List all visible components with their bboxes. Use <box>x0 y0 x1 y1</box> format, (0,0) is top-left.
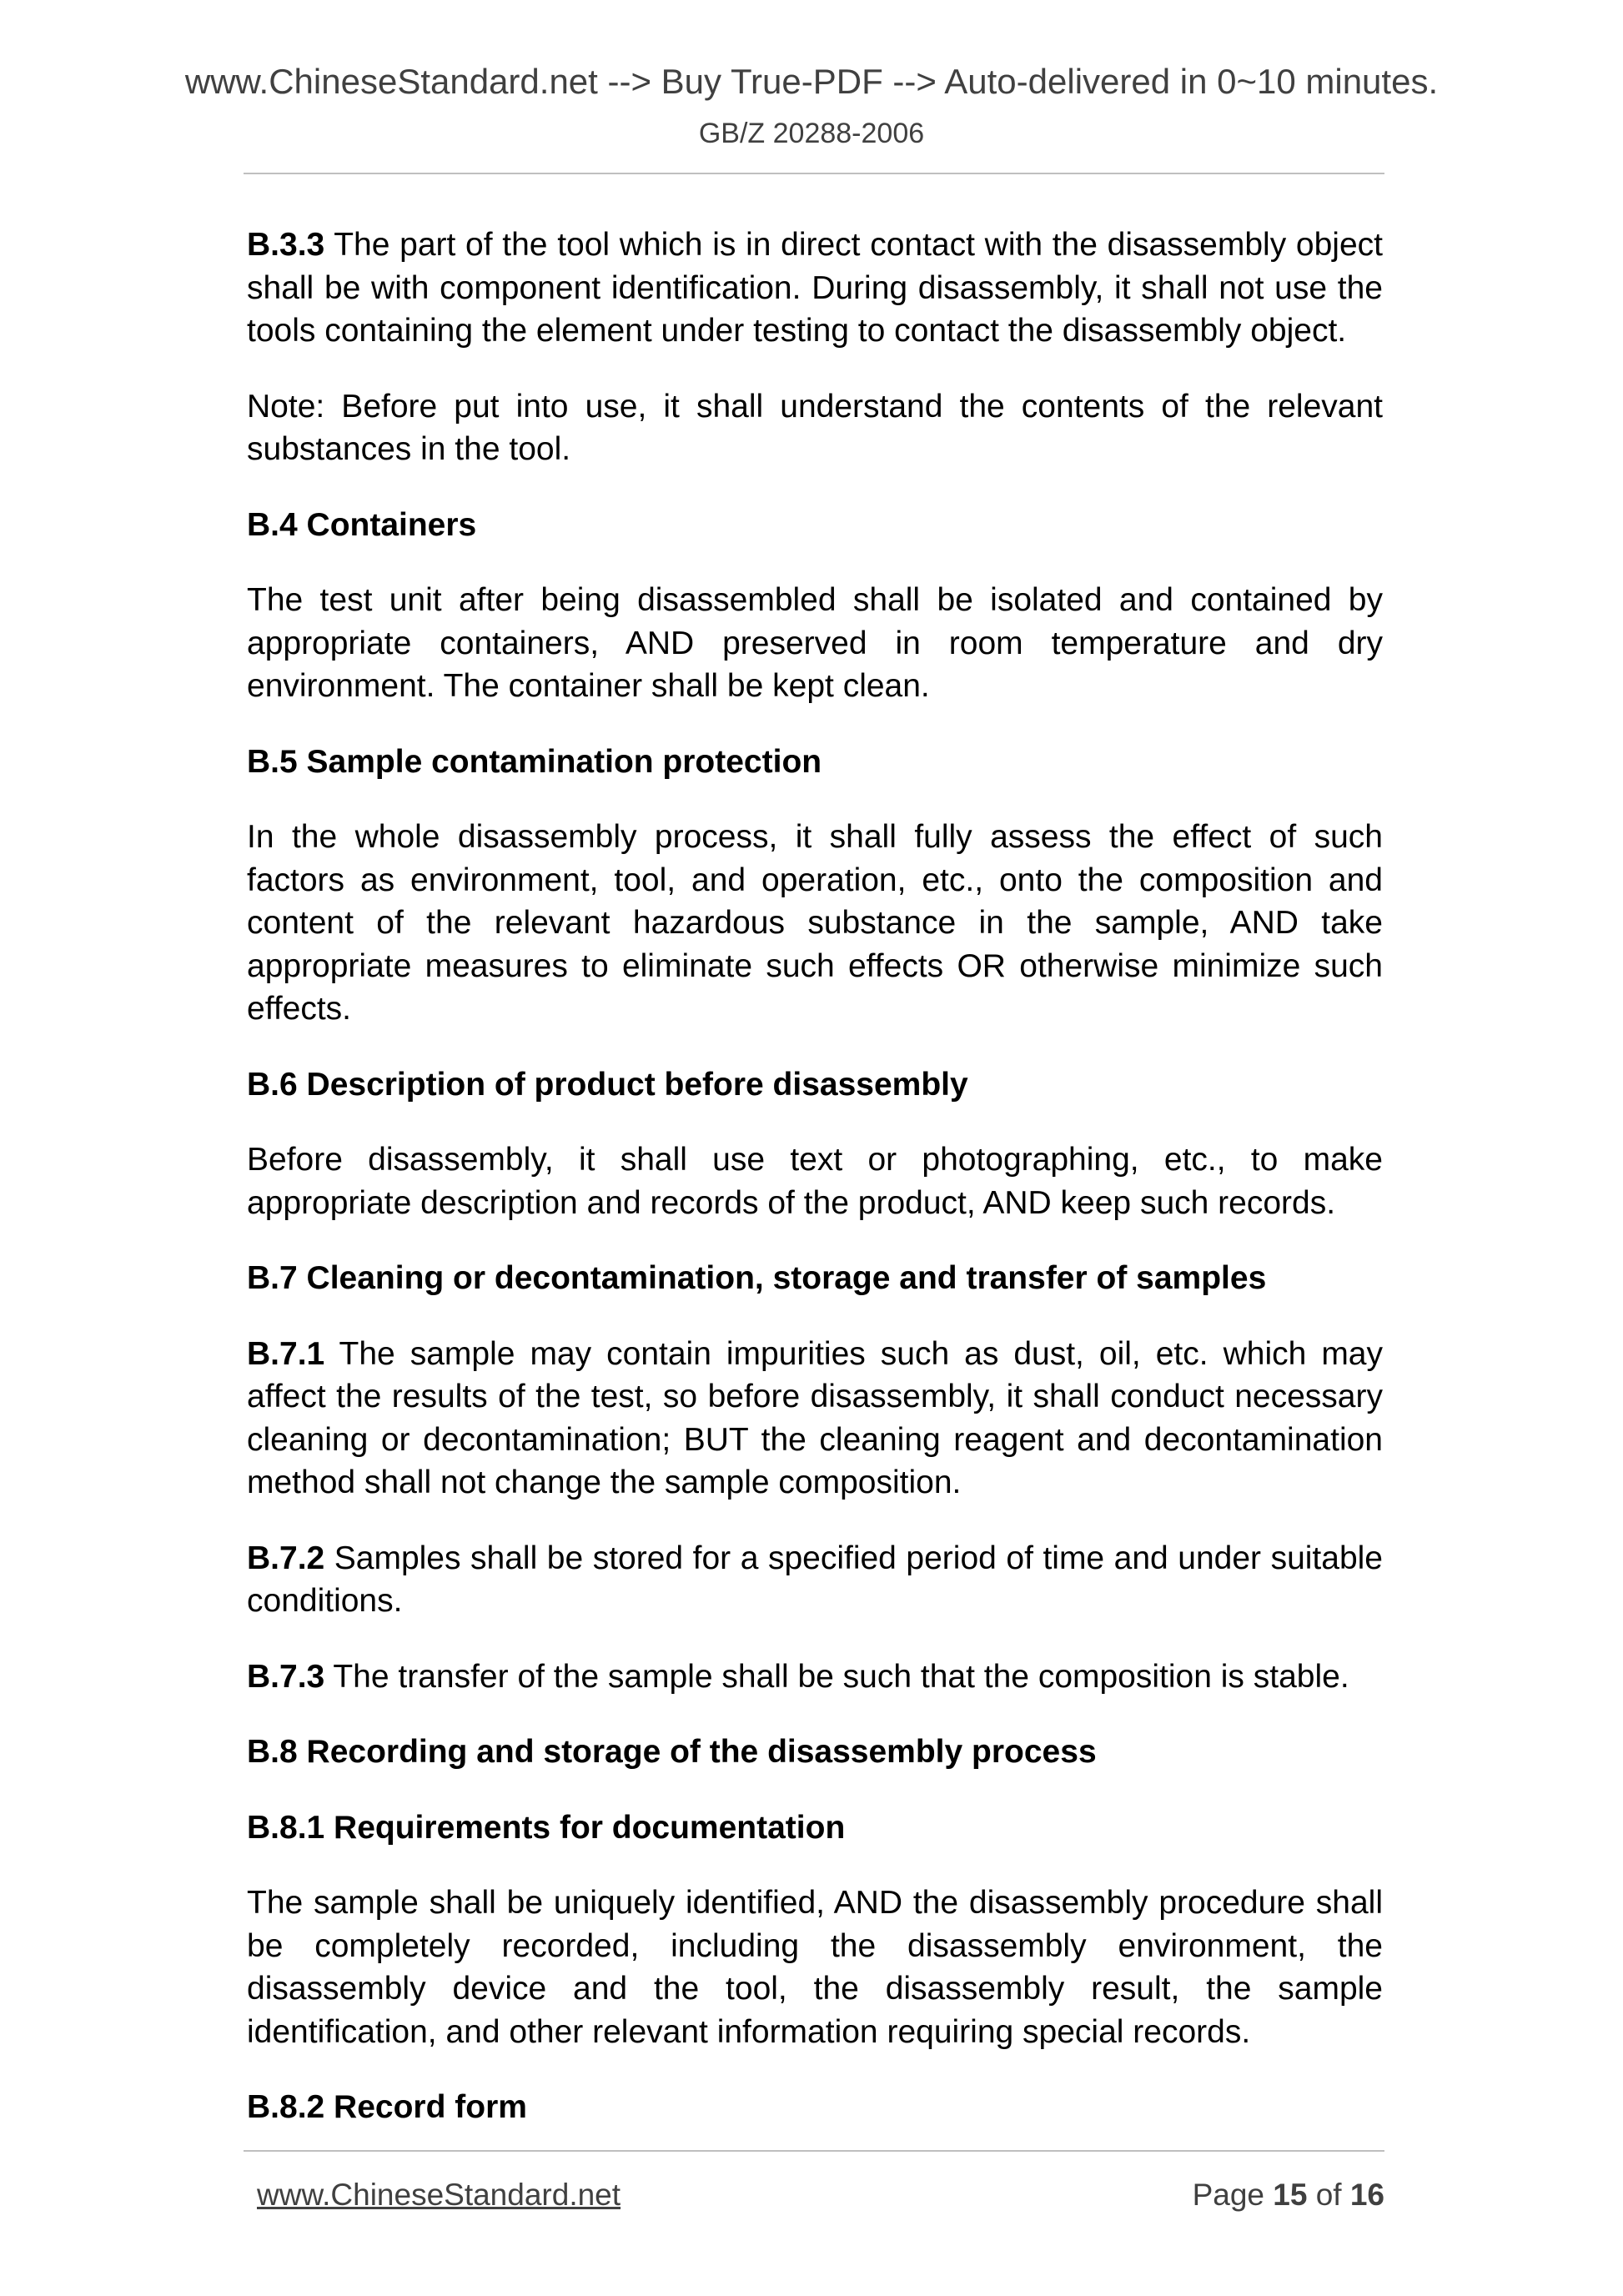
clause-text: Samples shall be stored for a specified period of time and under suitable conditions. <box>247 1540 1383 1619</box>
clause-number: B.7.3 <box>247 1658 325 1695</box>
clause-number: B.3.3 <box>247 227 325 263</box>
section-text-b6: Before disassembly, it shall use text or photographing, etc., to make appropriate description and records of the product, AND keep such records. <box>247 1142 1383 1221</box>
clause-text: The transfer of the sample shall be such that the composition is stable. <box>324 1658 1349 1695</box>
section-heading-b5: B.5 Sample contamination protection <box>247 743 822 780</box>
page-prefix: Page <box>1192 2178 1274 2212</box>
header-divider <box>244 173 1384 174</box>
clause-number: B.7.2 <box>247 1540 325 1576</box>
standard-code: GB/Z 20288-2006 <box>698 118 925 149</box>
header-banner: www.ChineseStandard.net --> Buy True-PDF --> Auto-delivered in 0~10 minutes. <box>184 62 1439 101</box>
page-total: 16 <box>1349 2178 1384 2212</box>
clause-number: B.7.1 <box>247 1335 325 1372</box>
note-paragraph: Note: Before put into use, it shall understand the contents of the relevant substances in the tool. <box>247 388 1383 467</box>
section-heading-b8-1: B.8.1 Requirements for documentation <box>247 1809 846 1846</box>
section-heading-b8: B.8 Recording and storage of the disassembly process <box>247 1734 1097 1770</box>
section-text-b8-1: The sample shall be uniquely identified, AND the disassembly procedure shall be completely recorded, including the disassembly environment, the disassembly device and the tool, the disassembly result, the sample identification, and other relevant information requiring special records. <box>247 1885 1383 2050</box>
document-body <box>247 224 1383 2162</box>
section-heading-b6: B.6 Description of product before disassembly <box>247 1066 968 1103</box>
section-heading-b4: B.4 Containers <box>247 506 477 543</box>
page-of: of <box>1307 2178 1350 2212</box>
clause-text: The sample may contain impurities such as dust, oil, etc. which may affect the results of the test, so before disassembly, it shall conduct necessary cleaning or decontamination; BUT the cleaning reagent and decontamination method shall not change the sample composition. <box>247 1335 1383 1500</box>
section-text-b4: The test unit after being disassembled shall be isolated and contained by appropriate containers, AND preserved in room temperature and dry environment. The container shall be kept clean. <box>247 582 1383 704</box>
section-heading-b8-2: B.8.2 Record form <box>247 2089 527 2125</box>
clause-b-7-3 <box>247 1655 1383 1699</box>
footer-site-link[interactable]: www.ChineseStandard.net <box>257 2178 621 2212</box>
section-text-b5: In the whole disassembly process, it shall fully assess the effect of such factors as environment, tool, and operation, etc., onto the composition and content of the relevant hazardous substance in the sample, AND take appropriate measures to eliminate such effects OR otherwise minimize such effects. <box>247 819 1383 1027</box>
clause-b-7-1 <box>247 1333 1383 1505</box>
footer-divider <box>244 2150 1384 2152</box>
clause-b-7-2 <box>247 1537 1383 1623</box>
page-indicator <box>1193 2177 1384 2213</box>
clause-text: The part of the tool which is in direct contact with the disassembly object shall be with component identification. During disassembly, it shall not use the tools containing the element under testing to contact the disassembly object. <box>247 227 1383 349</box>
section-heading-b7: B.7 Cleaning or decontamination, storage and transfer of samples <box>247 1260 1267 1296</box>
clause-b-3-3 <box>247 224 1383 353</box>
page-current: 15 <box>1273 2178 1308 2212</box>
